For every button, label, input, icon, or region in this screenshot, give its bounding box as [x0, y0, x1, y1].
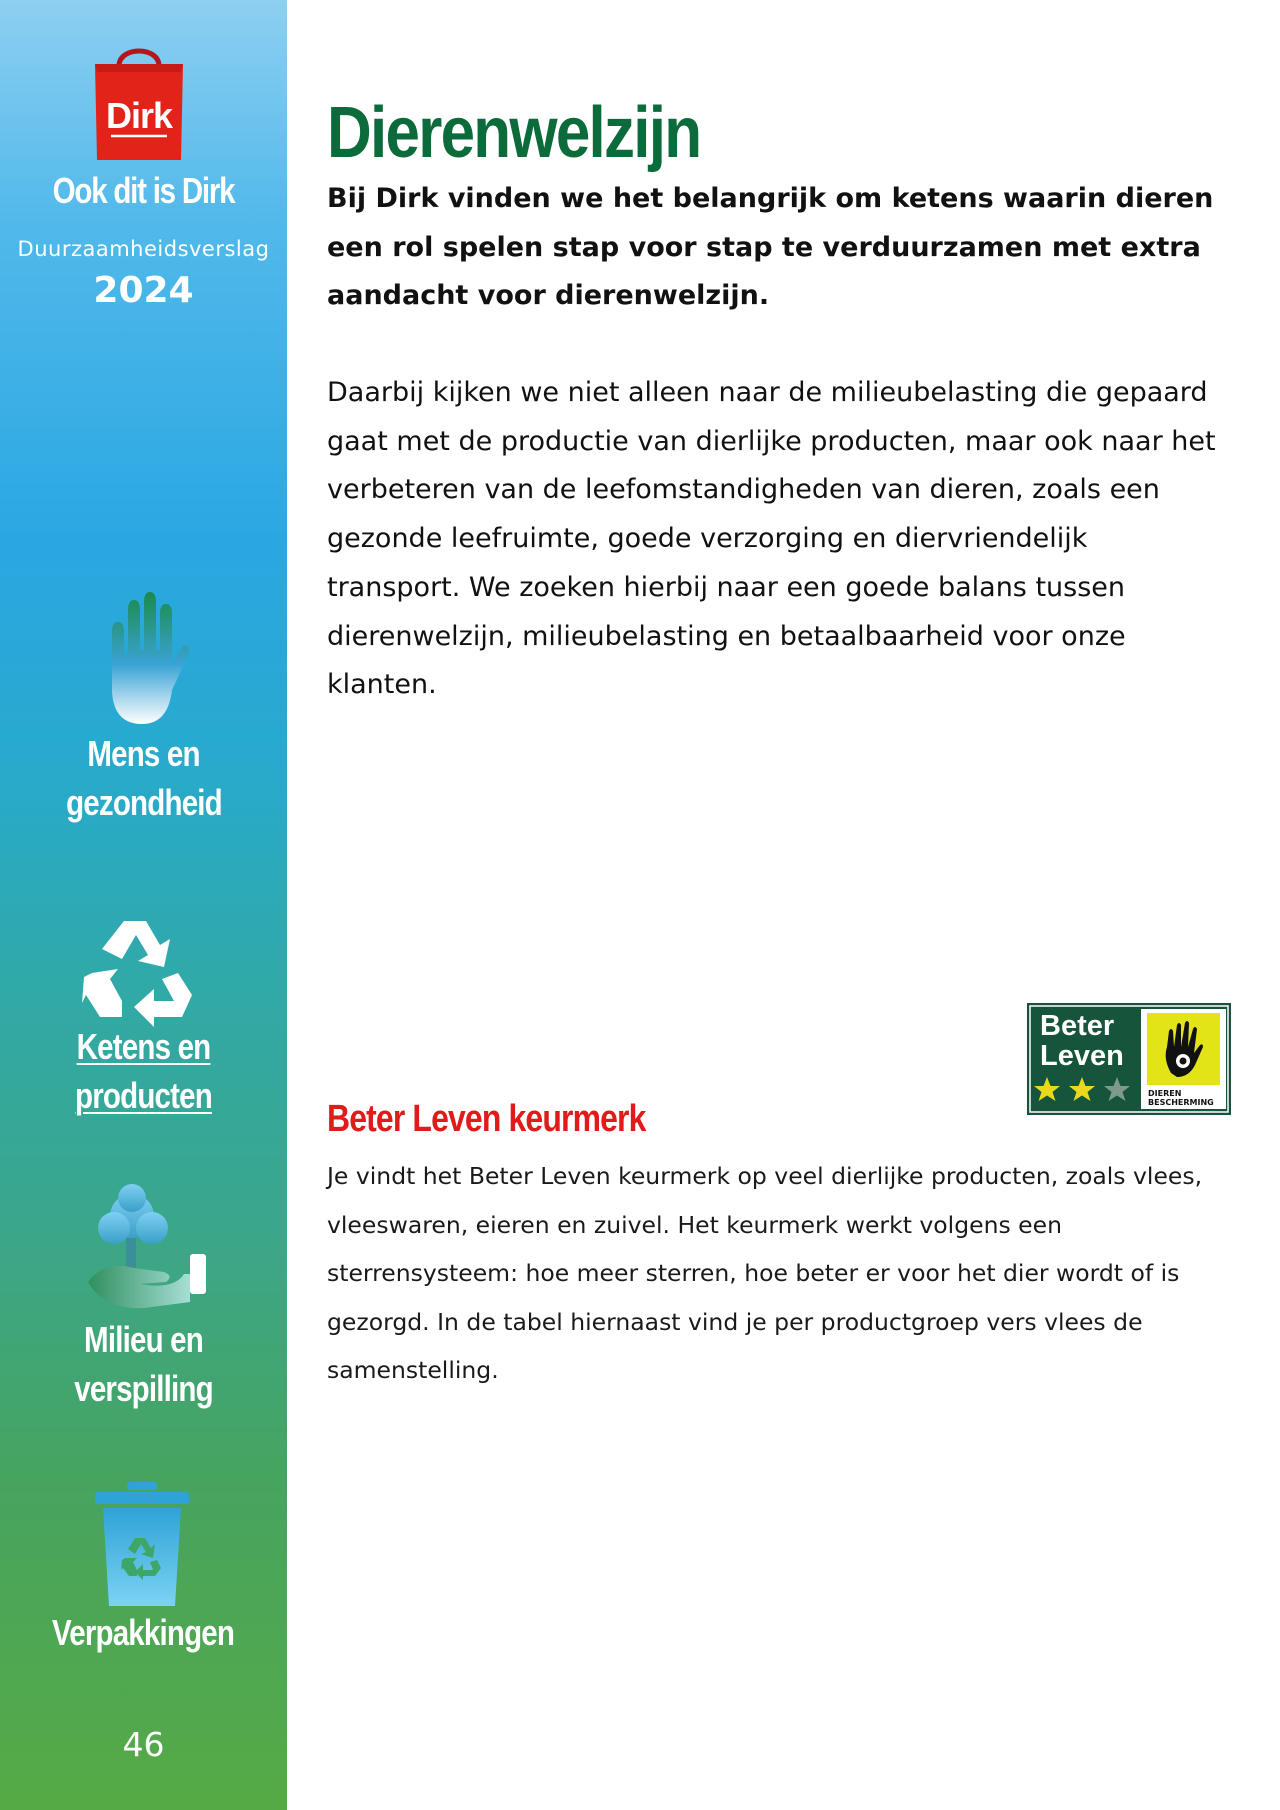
recycle-icon[interactable] [82, 913, 202, 1032]
nav-label-line: Verpakkingen [52, 1612, 235, 1653]
nav-label-line: verspilling [74, 1368, 213, 1409]
badge-org-line1: DIEREN [1148, 1089, 1182, 1098]
page-number: 46 [122, 1725, 165, 1764]
nav-label-line: Ketens en [76, 1026, 211, 1067]
badge-line2: Leven [1040, 1040, 1124, 1072]
nav-verpakkingen[interactable] [0, 1608, 287, 1657]
nav-label-line: Mens en [87, 733, 200, 774]
dirk-logo-text: Dirk [105, 95, 173, 136]
intro-paragraph: Bij Dirk vinden we het belangrijk om ketens waarin dieren een rol spelen stap voor stap te verduurzamen met extra aandacht voor dierenwelzijn. [327, 183, 1214, 311]
nav-label-line: gezondheid [65, 782, 222, 823]
tree-hand-icon[interactable] [84, 1182, 206, 1316]
nav-milieu-en-verspilling[interactable] [0, 1315, 287, 1413]
nav-label-line: producten [75, 1075, 212, 1116]
sidebar [0, 0, 287, 1810]
dirk-logo[interactable] [89, 42, 189, 162]
badge-line1: Beter [1040, 1010, 1115, 1042]
body-paragraph: Daarbij kijken we niet alleen naar de milieubelasting die gepaard gaat met de productie van dierlijke producten, maar ook naar het verbeteren van de leefomstandigheden van dieren, zoals een gezonde leefruimte, goede verzorging en diervriendelijk transport. We zoeken hierbij naar een goede balans tussen dierenwelzijn, milieubelasting en betaalbaarheid voor onze klanten. [327, 377, 1216, 701]
nav-mens-en-gezondheid[interactable] [0, 729, 287, 827]
detail-paragraph: Je vindt het Beter Leven keurmerk op veel dierlijke producten, zoals vlees, vleeswaren, eieren en zuivel. Het keurmerk werkt volgens een sterrensysteem: hoe meer sterren, hoe beter er voor het dier wordt of is gezorgd. In de tabel hiernaast vind je per productgroep vers vlees de samenstelling. [327, 1162, 1203, 1385]
report-year: 2024 [93, 270, 194, 311]
section-subheading: Beter Leven keurmerk [327, 1098, 646, 1140]
brand-title: Ook dit is Dirk [52, 170, 235, 211]
nav-label-line: Milieu en [84, 1319, 203, 1360]
hand-icon[interactable] [98, 592, 190, 730]
nav-ketens-en-producten[interactable] [0, 1022, 287, 1120]
recycle-bin-icon[interactable] [95, 1482, 189, 1610]
page-title: Dierenwelzijn [327, 93, 701, 173]
report-name: Duurzaamheidsverslag [17, 237, 270, 261]
beter-leven-badge [1027, 1003, 1231, 1115]
badge-org-line2: BESCHERMING [1148, 1098, 1214, 1107]
